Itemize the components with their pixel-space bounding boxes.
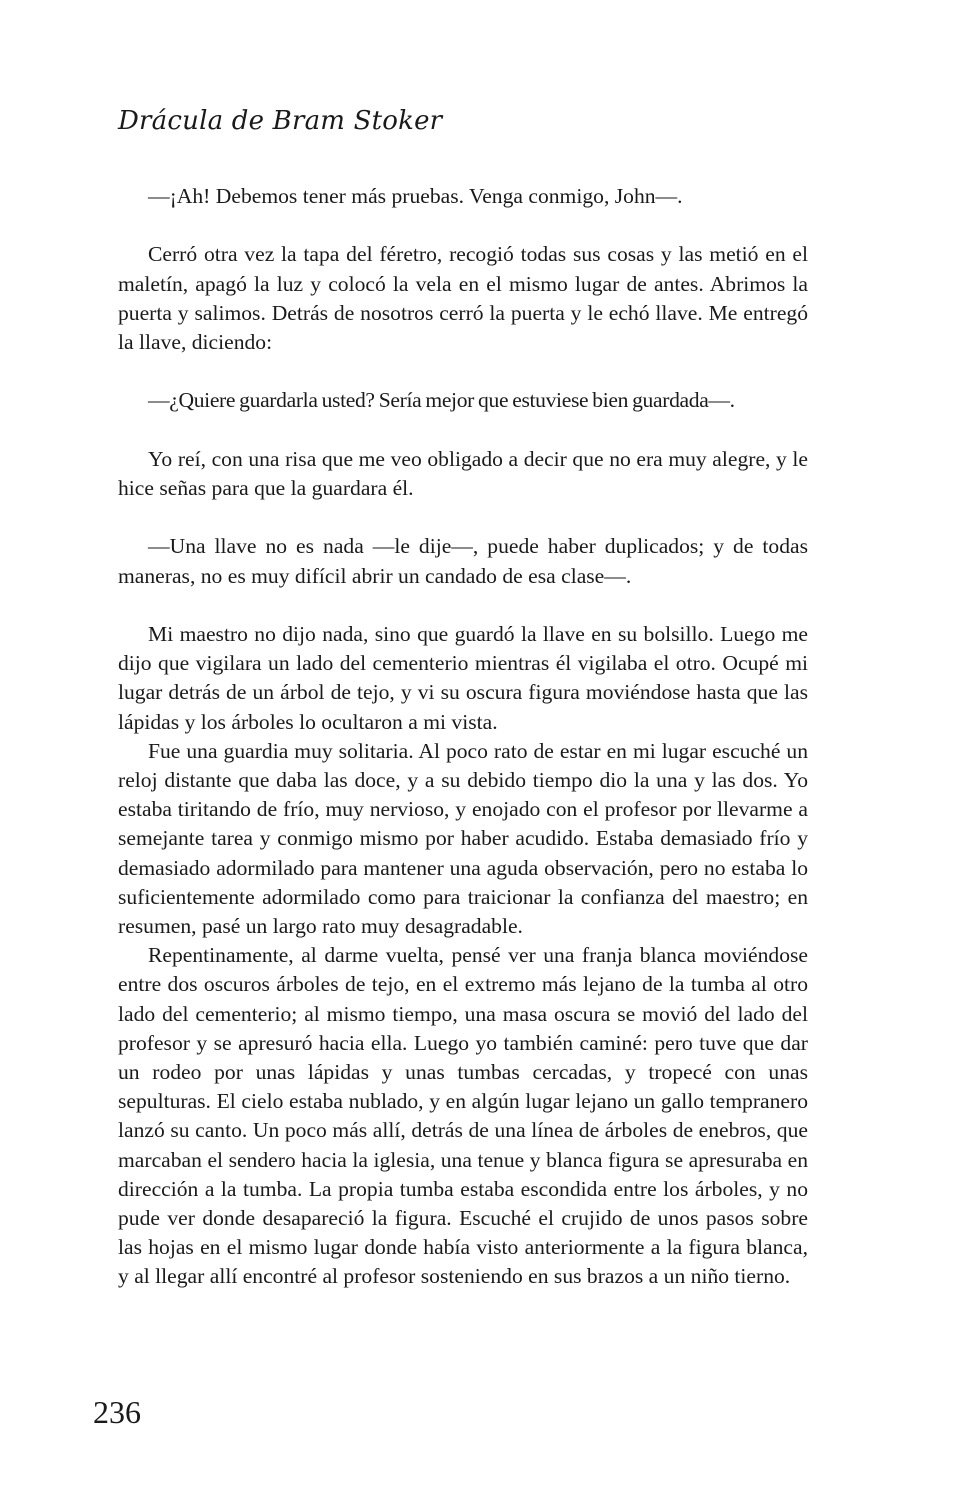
paragraph: Fue una guardia muy solitaria. Al poco rato de estar en mi lugar escuché un reloj distante que daba las doce, y a su debido tiempo dio la una y las dos. Yo estaba tiritando de frío, muy nervioso, y enojado con el profesor por llevarme a semejante tarea y conmigo mismo por haber acudido. Estaba demasiado frío y demasiado adormilado para mantener una aguda observación, pero no estaba lo suficientemente adormilado como para traicionar la confianza del maestro; en resumen, pasé un largo rato muy desagradable. bbox=[118, 738, 808, 938]
page-number: 236 bbox=[93, 1394, 141, 1430]
body-text bbox=[118, 182, 808, 1292]
paragraph: Repentinamente, al darme vuelta, pensé ver una franja blanca moviéndose entre dos oscuros árboles de tejo, en el extremo más lejano de la tumba al otro lado del cementerio; al mismo tiempo, una masa oscura se movió del lado del profesor y se apresuró hacia ella. Luego yo también caminé: pero tuve que dar un rodeo por unas lápidas y unas tumbas cercadas, y tropecé con unas sepulturas. El cielo estaba nublado, y en algún lugar lejano un gallo tempranero lanzó su canto. Un poco más allí, detrás de una línea de árboles de enebros, que marcaban el sendero hacia la iglesia, una tenue y blanca figura se apresuraba en dirección a la tumba. La propia tumba estaba escondida entre los árboles, y no pude ver donde desapareció la figura. Escuché el crujido de unos pasos sobre las hojas en el mismo lugar donde había visto anteriormente a la figura blanca, y al llegar allí encontré al profesor sosteniendo en sus brazos a un niño tierno. bbox=[118, 943, 808, 1289]
paragraph: —Una llave no es nada —le dije—, puede haber duplicados; y de todas maneras, no es muy difícil abrir un candado de esa clase—. bbox=[118, 534, 808, 588]
paragraph: Mi maestro no dijo nada, sino que guardó la llave en su bolsillo. Luego me dijo que vigilara un lado del cementerio mientras él vigilaba el otro. Ocupé mi lugar detrás de un árbol de tejo, y vi su oscura figura moviéndose hasta que las lápidas y los árboles lo ocultaron a mi vista. bbox=[118, 621, 808, 734]
paragraph: —¡Ah! Debemos tener más pruebas. Venga conmigo, John—. bbox=[148, 184, 683, 208]
paragraph: Yo reí, con una risa que me veo obligado a decir que no era muy alegre, y le hice señas para que la guardara él. bbox=[118, 446, 808, 500]
paragraph: —¿Quiere guardarla usted? Sería mejor que estuviese bien guardada—. bbox=[148, 388, 735, 413]
paragraph: Cerró otra vez la tapa del féretro, recogió todas sus cosas y las metió en el maletín, apagó la luz y colocó la vela en el mismo lugar de antes. Abrimos la puerta y salimos. Detrás de nosotros cerró la puerta y le echó llave. Me entregó la llave, diciendo: bbox=[118, 242, 808, 354]
running-header: Drácula de Bram Stoker bbox=[118, 106, 443, 136]
